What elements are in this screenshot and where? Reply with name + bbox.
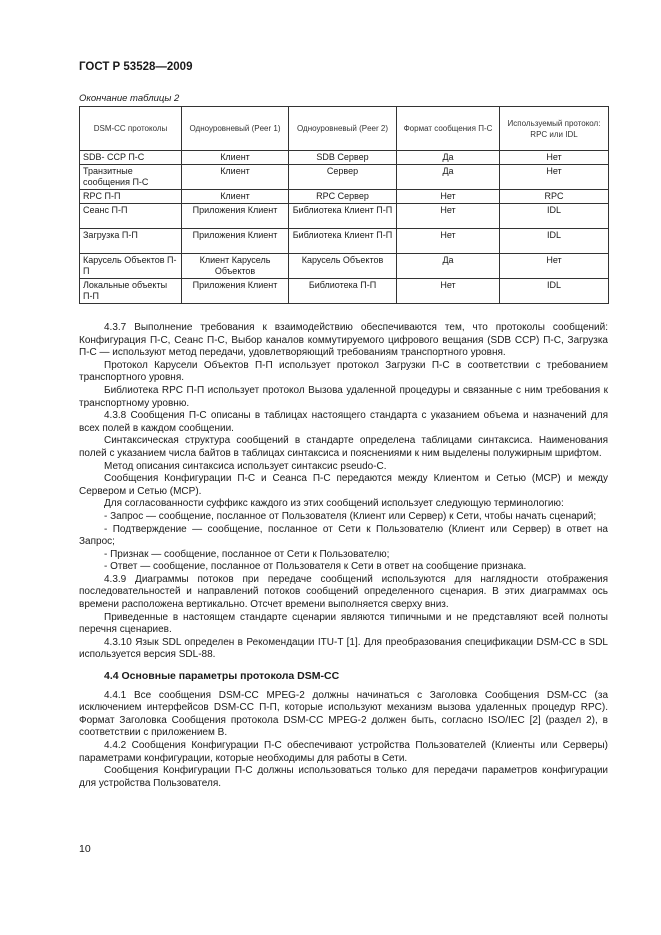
table-row: [80, 165, 609, 190]
list-item: - Ответ — сообщение, посланное от Пользователя к Сети в ответ на сообщение признака.: [104, 561, 527, 573]
paragraph: 4.4.2 Сообщения Конфигурации П-С обеспечивают устройства Пользователей (Клиенты или Серверы) параметрами конфигурации, которые необходимы для работы в Сети.: [79, 740, 608, 764]
table-caption: Окончание таблицы 2: [79, 93, 180, 104]
standard-code: ГОСТ Р 53528—2009: [79, 61, 193, 73]
table-cell: Приложения Клиент: [182, 279, 289, 304]
paragraph: Приведенные в настоящем стандарте сценарии являются типичными и не представляют всей полноты перечня сценариев.: [79, 611, 608, 636]
table-row: [80, 190, 609, 204]
table-cell: Библиотека Клиент П-П: [289, 229, 397, 254]
table-cell: Клиент: [182, 165, 289, 190]
table-cell: Приложения Клиент: [182, 229, 289, 254]
table-cell: Нет: [397, 204, 500, 229]
table-cell: Клиент: [182, 190, 289, 204]
table-row: [80, 254, 609, 279]
table-cell: Нет: [500, 165, 609, 190]
table-cell: IDL: [500, 279, 609, 304]
table-cell: SDB- CCP П-С: [80, 151, 182, 165]
table-cell: Нет: [397, 190, 500, 204]
table-cell: Да: [397, 165, 500, 190]
list-item: - Подтверждение — сообщение, посланное от Сети к Пользователю (Клиент или Сервер) в ответ на Запрос;: [79, 523, 608, 548]
table-cell: RPC Сервер: [289, 190, 397, 204]
page-number: 10: [79, 843, 91, 855]
table-cell: Сервер: [289, 165, 397, 190]
table-row: [80, 279, 609, 304]
paragraph: 4.3.10 Язык SDL определен в Рекомендации ITU-T [1]. Для преобразования спецификации DSM-CC в SDL используется версия SDL-88.: [79, 636, 608, 661]
paragraph: Синтаксическая структура сообщений в стандарте определена таблицами синтаксиса. Наименования полей с указанием числа байтов в таблицах синтаксиса и пояснениями к ним выделены полужирным шрифтом.: [79, 435, 608, 459]
section-heading: 4.4 Основные параметры протокола DSM-CC: [104, 670, 340, 683]
table-cell: IDL: [500, 229, 609, 254]
table-cell: SDB Сервер: [289, 151, 397, 165]
table-cell: RPC: [500, 190, 609, 204]
table-row: [80, 151, 609, 165]
table-cell: Библиотека Клиент П-П: [289, 204, 397, 229]
table-cell: Нет: [397, 229, 500, 254]
table-cell: Нет: [397, 279, 500, 304]
table-cell: Да: [397, 151, 500, 165]
paragraph: Метод описания синтаксиса использует синтаксис pseudo-C.: [104, 460, 387, 472]
header-protocols: DSM-CC протоколы: [80, 107, 182, 151]
paragraph: 4.4.1 Все сообщения DSM-CC MPEG-2 должны начинаться с Заголовка Сообщения DSM-CC (за исключением интерфейсов DSM-CC П-П, которые используют механизм вызова удаленных процедур RPC). Формат Заголовка Сообщения протокола DSM-CC MPEG-2 должен быть, согласно ISO/IEC [2] (раздел 2), в соответствии с приложением В.: [79, 689, 608, 739]
table-cell: IDL: [500, 204, 609, 229]
table-cell: Да: [397, 254, 500, 279]
paragraph: Сообщения Конфигурации П-С и Сеанса П-С передаются между Клиентом и Сетью (МСР) и между Сервером и Сетью (МСР).: [79, 473, 608, 497]
header-message-format: Формат сообщения П-С: [397, 107, 500, 151]
table-cell: Карусель Объектов П-П: [80, 254, 182, 279]
table-cell: Приложения Клиент: [182, 204, 289, 229]
table-cell: Карусель Объектов: [289, 254, 397, 279]
table-cell: Библиотека П-П: [289, 279, 397, 304]
paragraph: Библиотека RPC П-П использует протокол Вызова удаленной процедуры и связанные с ним требования к транспортному уровню.: [79, 384, 608, 409]
header-peer2: Одноуровневый (Peer 2): [289, 107, 397, 151]
table-cell: RPC П-П: [80, 190, 182, 204]
table-cell: Транзитные сообщения П-С: [80, 165, 182, 190]
list-item: - Запрос — сообщение, посланное от Пользователя (Клиент или Сервер) к Сети, чтобы начать сценарий;: [104, 510, 597, 522]
table-cell: Нет: [500, 151, 609, 165]
table-header-row: [80, 107, 609, 151]
body-text: [79, 322, 608, 790]
list-item: - Признак — сообщение, посланное от Сети к Пользователю;: [104, 548, 390, 560]
table-cell: Сеанс П-П: [80, 204, 182, 229]
paragraph: 4.3.8 Сообщения П-С описаны в таблицах настоящего стандарта с указанием объема и назначений для всех полей в каждом сообщении.: [79, 410, 608, 434]
protocol-table: [79, 106, 609, 304]
header-protocol-used: Используемый протокол: RPC или IDL: [500, 107, 609, 151]
table-cell: Клиент Карусель Объектов: [182, 254, 289, 279]
table-cell: Нет: [500, 254, 609, 279]
table-row: [80, 229, 609, 254]
table-row: [80, 204, 609, 229]
table-cell: Загрузка П-П: [80, 229, 182, 254]
paragraph: 4.3.7 Выполнение требования к взаимодействию обеспечиваются тем, что протоколы сообщений: Конфигурация П-С, Сеанс П-С, Выбор каналов коммутируемого цифрового вещания (SDB CCP) П-С, Загрузка П-С — используют метод передачи, удовлетворяющий требованиям транспортного уровня.: [79, 322, 608, 359]
paragraph: 4.3.9 Диаграммы потоков при передаче сообщений используются для наглядности отображения последовательностей и направлений потоков сообщений определенного сценария. В этих диаграммах ось времени расположена вертикально. Отсчет времени выполняется сверху вниз.: [79, 573, 608, 611]
table-cell: Клиент: [182, 151, 289, 165]
table-cell: Локальные объекты П-П: [80, 279, 182, 304]
header-peer1: Одноуровневый (Peer 1): [182, 107, 289, 151]
paragraph: Для согласованности суффикс каждого из этих сообщений использует следующую терминологию:: [104, 498, 564, 510]
paragraph: Сообщения Конфигурации П-С должны использоваться только для передачи параметров конфигурации для устройства Пользователя.: [79, 765, 608, 789]
paragraph: Протокол Карусели Объектов П-П использует протокол Загрузки П-С в соответствии с требованием транспортного уровня.: [79, 359, 608, 384]
